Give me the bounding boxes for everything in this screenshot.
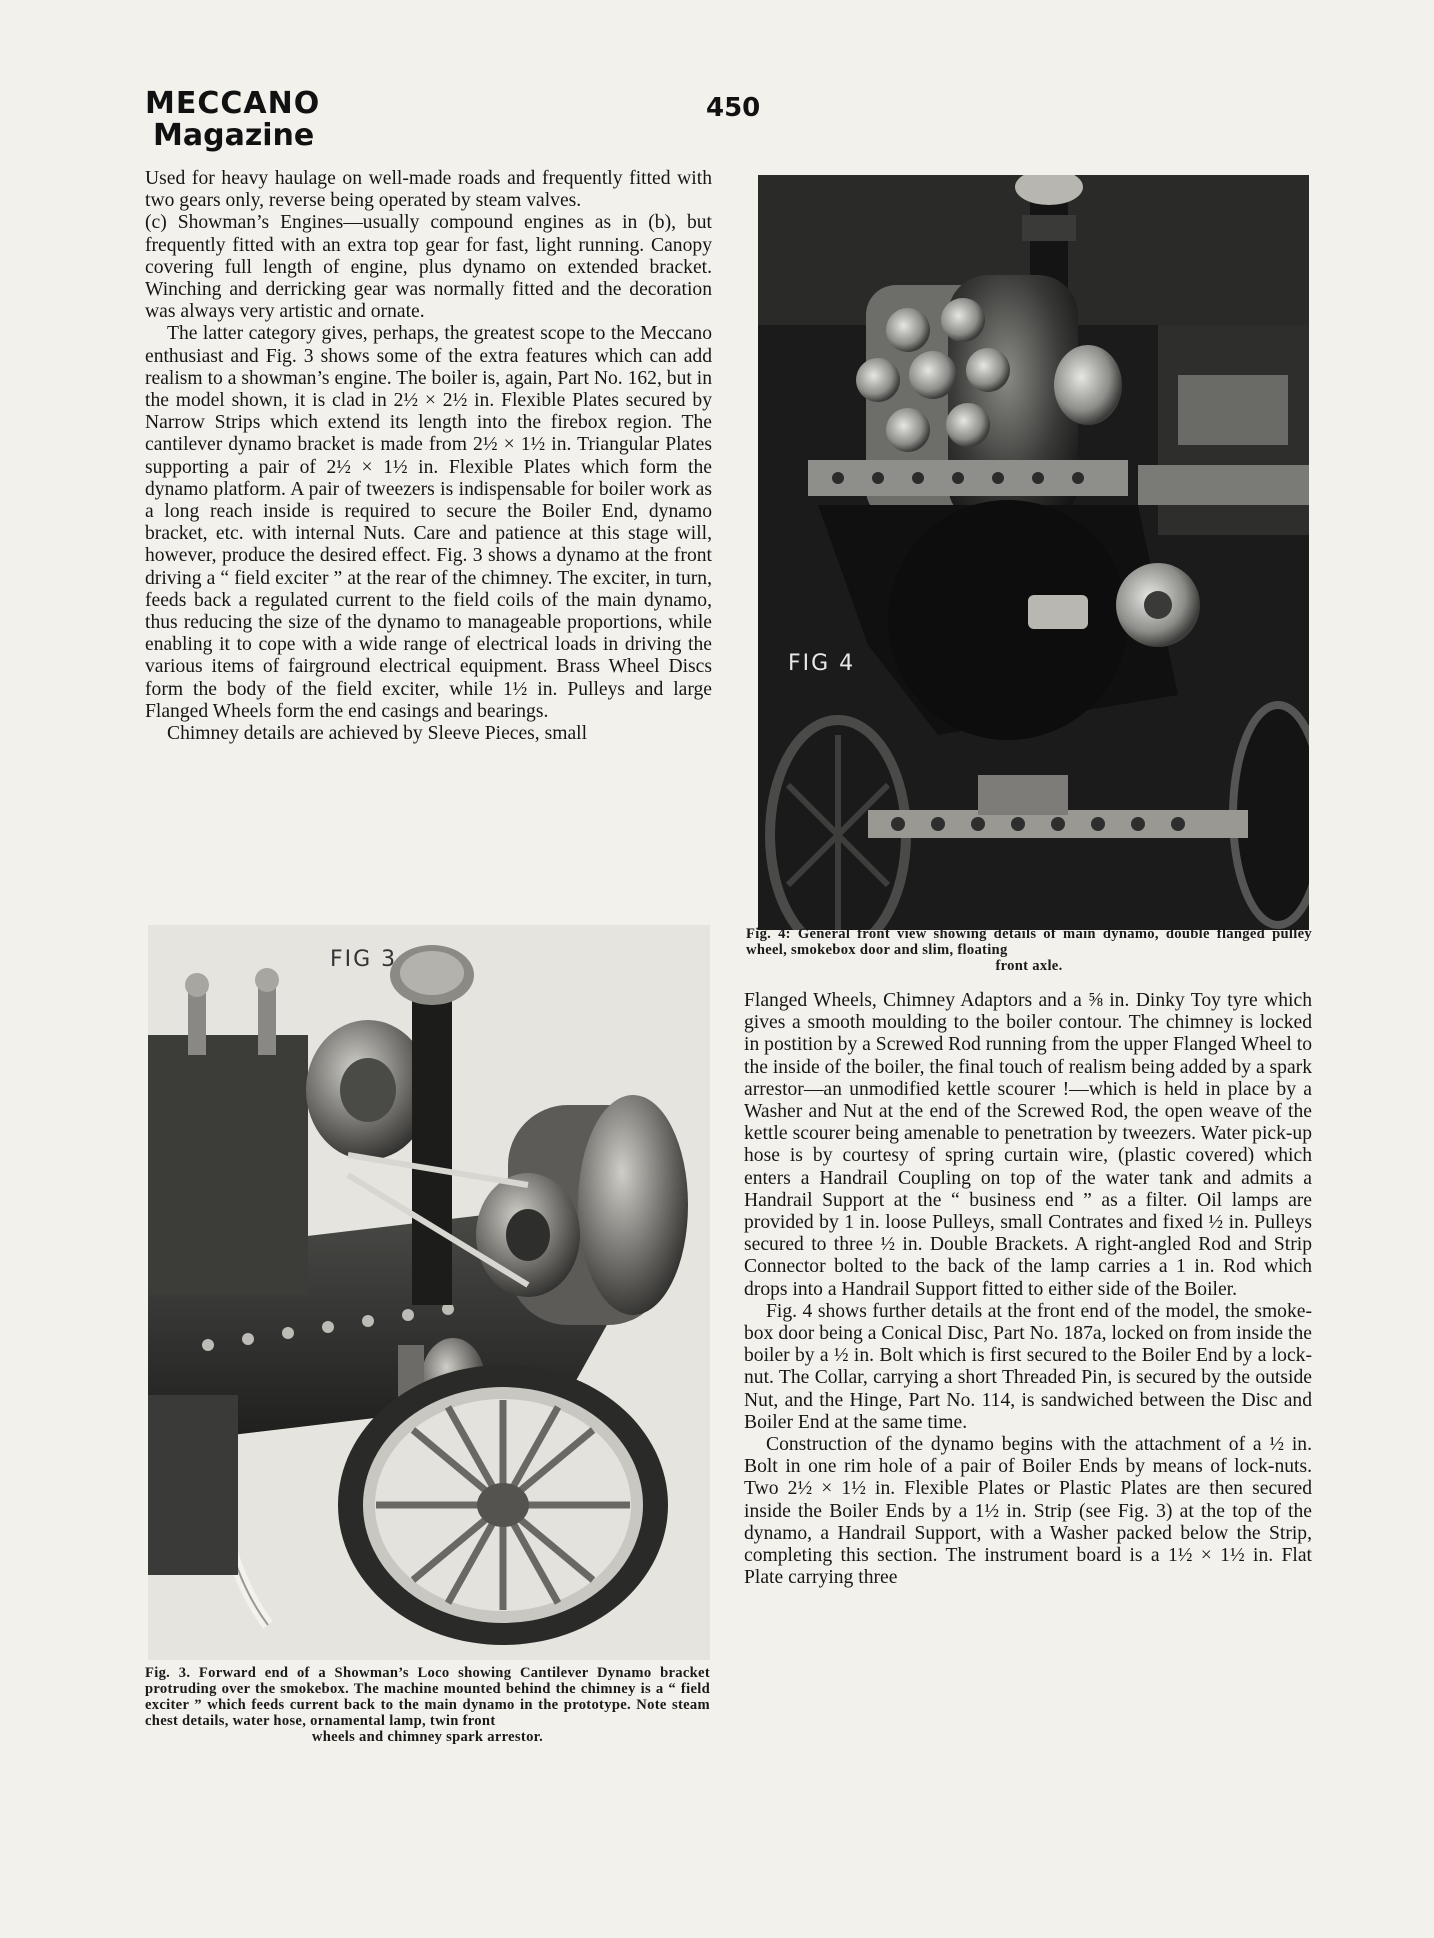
paragraph: Flanged Wheels, Chimney Adaptors and a ⅝ in. Dinky Toy tyre which gives a smooth moulding to the boiler contour. The chimney is locked in postition by a Screwed Rod running from the upper Flanged Wheel to the inside of the boiler, the final touch of realism being added by a spark arrestor—an unmodified kettle scourer !—which is held in place by a Washer and Nut at the end of the Screwed Rod, the open weave of the kettle scourer being amenable to penetration by tweezers. Water pick-up hose is by courtesy of spring curtain wire, (plastic covered) which enters a Handrail Coupling on top of the water tank and admits a Handrail Support at the “ business end ” as a filter. Oil lamps are provided by 1 in. loose Pulleys, small Contrates and fixed ½ in. Pulleys secured to three ½ in. Double Brackets. A right-angled Rod and Strip Connector bolted to the back of the lamp carries a 1 in. Rod which drops into a Handrail Support fitted to either side of the Boiler. [744, 990, 1312, 1300]
paragraph: The latter category gives, perhaps, the greatest scope to the Meccano enthusiast and Fig. 3 shows some of the extra features which can add realism to a showman’s engine. The boiler is, again, Part No. 162, but in the model shown, it is clad in 2½ × 2½ in. Flexible Plates secured by Narrow Strips which extend its length into the firebox region. The cantilever dynamo bracket is made from 2½ × 1½ in. Triangular Plates supporting a pair of 2½ × 1½ in. Flexible Plates which form the dynamo platform. A pair of tweezers is indispensable for boiler work as a long reach inside is required to secure the Boiler End, dynamo bracket, etc. with internal Nuts. Care and patience at this stage will, however, produce the desired effect. Fig. 3 shows a dynamo at the front driving a “ field exciter ” at the rear of the chimney. The exciter, in turn, feeds back a regulated current to the field coils of the main dynamo, thus reducing the size of the dynamo to manageable proportions, while enabling it to cope with a wide range of electrical loads in driving the various items of fairground electrical equipment. Brass Wheel Discs form the body of the field exciter, while 1½ in. Pulleys and large Flanged Wheels form the end casings and bearings. [145, 323, 712, 722]
fig3-photo [148, 925, 710, 1660]
masthead [145, 88, 320, 152]
masthead-title: MECCANO [145, 86, 321, 121]
masthead-subtitle: Magazine [153, 118, 315, 153]
right-text-column [744, 990, 1312, 1589]
fig4-caption [746, 926, 1312, 974]
page-number: 450 [706, 93, 761, 123]
paragraph: Used for heavy haulage on well-made roads and frequently fitted with two gears only, reverse being operated by steam valves. [145, 168, 712, 212]
fig4-caption-end: front axle. [995, 958, 1063, 974]
paragraph: Fig. 4 shows further details at the front end of the model, the smoke-box door being a Conical Disc, Part No. 187a, locked on from inside the boiler by a ½ in. Bolt which is first secured to the Boiler End by a lock-nut. The Collar, carrying a short Threaded Pin, is secured by the outside Nut, and the Hinge, Part No. 114, is sandwiched between the Disc and Boiler End at the same time. [744, 1300, 1312, 1433]
fig3-caption [145, 1665, 710, 1745]
fig3-label: FIG 3 [330, 947, 398, 972]
paragraph: (c) Showman’s Engines—usually compound engines as in (b), but frequently fitted with an extra top gear for fast, light running. Canopy covering full length of engine, plus dynamo on extended bracket. Winching and derricking gear was normally fitted and the decoration was always very artistic and ornate. [145, 212, 712, 323]
fig3-caption-end: wheels and chimney spark arrestor. [311, 1729, 544, 1745]
paragraph: Construction of the dynamo begins with the attachment of a ½ in. Bolt in one rim hole of a pair of Boiler Ends by means of lock-nuts. Two 2½ × 1½ in. Flexible Plates or Plastic Plates are then secured inside the Boiler Ends by a 1½ in. Strip (see Fig. 3) at the top of the dynamo, a Handrail Support, with a Washer packed below the Strip, completing this section. The instrument board is a 1½ × 1½ in. Flat Plate carrying three [744, 1434, 1312, 1589]
fig3-caption-text: Fig. 3. Forward end of a Showman’s Loco showing Cantilever Dynamo bracket protruding over the smokebox. The machine mounted behind the chimney is a “ field exciter ” which feeds current back to the main dynamo in the prototype. Note steam chest details, water hose, ornamental lamp, twin front [145, 1665, 710, 1729]
fig4-label: FIG 4 [788, 651, 856, 676]
fig4-illustration [758, 175, 1309, 930]
fig3-illustration [148, 925, 710, 1660]
fig4-photo [758, 175, 1309, 930]
fig4-caption-text: Fig. 4: General front view showing details of main dynamo, double flanged pulley wheel, smokebox door and slim, floating [746, 926, 1312, 958]
paragraph: Chimney details are achieved by Sleeve Pieces, small [167, 723, 588, 745]
left-text-column [145, 168, 712, 745]
